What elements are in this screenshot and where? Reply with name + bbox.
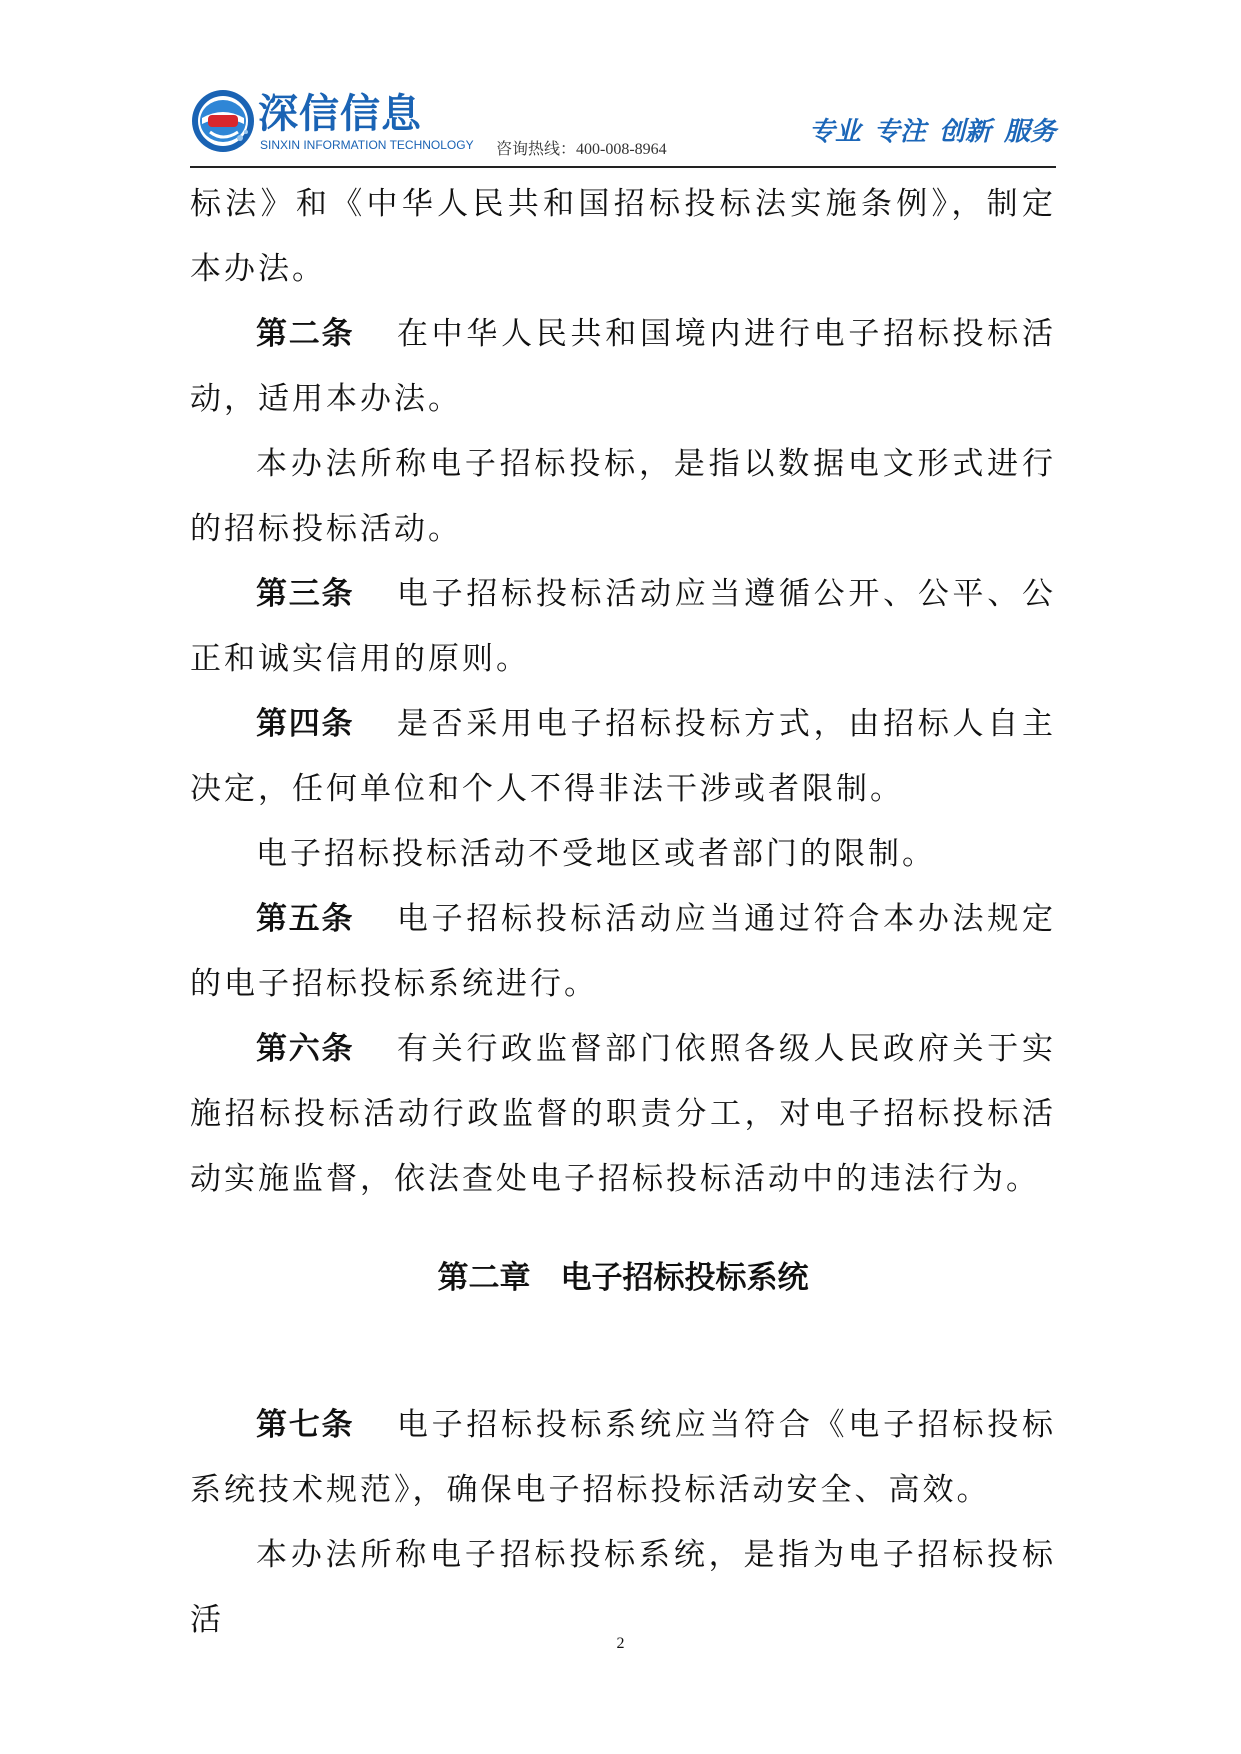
article-paragraph <box>190 887 1056 1017</box>
article-number: 第二条 <box>256 316 355 352</box>
document-body <box>190 172 1056 1212</box>
article-number: 第七条 <box>256 1407 355 1443</box>
paragraph-text: 电子招标投标活动不受地区或者部门的限制。 <box>256 836 936 872</box>
paragraph-text: 本办法所称电子招标投标，是指以数据电文形式进行的招标投标活动。 <box>190 446 1056 547</box>
brand-name: 深信信息 <box>258 91 422 137</box>
paragraph-text: 在中华人民共和国境内进行电子招标投标活动，适用本办法。 <box>190 316 1057 417</box>
article-number: 第六条 <box>256 1031 355 1067</box>
paragraph <box>190 432 1056 562</box>
paragraph <box>190 172 1056 302</box>
consult-hotline: 咨询热线：400-008-8964 <box>496 141 667 158</box>
article-paragraph <box>190 692 1056 822</box>
chapter-title: 电子招标投标系统 <box>560 1260 809 1296</box>
paragraph-text: 标法》和《中华人民共和国招标投标法实施条例》，制定本办法。 <box>190 186 1056 287</box>
document-body-continued <box>190 1393 1056 1653</box>
paragraph-text: 电子招标投标系统应当符合《电子招标投标系统技术规范》，确保电子招标投标活动安全、高效。 <box>190 1407 1057 1508</box>
article-number: 第三条 <box>256 576 355 612</box>
company-slogan: 专业 专注 创新 服务 <box>808 117 1056 147</box>
article-paragraph <box>190 562 1056 692</box>
paragraph-text: 有关行政监督部门依照各级人民政府关于实施招标投标活动行政监督的职责分工，对电子招标投标活动实施监督，依法查处电子招标投标活动中的违法行为。 <box>190 1031 1057 1197</box>
article-paragraph <box>190 1393 1056 1523</box>
paragraph <box>190 822 1056 887</box>
paragraph-text: 是否采用电子招标投标方式，由招标人自主决定，任何单位和个人不得非法干涉或者限制。 <box>190 706 1057 807</box>
article-number: 第四条 <box>256 706 355 742</box>
page-number: 2 <box>616 1635 625 1652</box>
chapter-heading <box>190 1253 1056 1303</box>
brand-english-name: SINXIN INFORMATION TECHNOLOGY <box>260 138 474 152</box>
article-paragraph <box>190 1017 1056 1212</box>
paragraph-text: 电子招标投标活动应当遵循公开、公平、公正和诚实信用的原则。 <box>190 576 1057 677</box>
chapter-number: 第二章 <box>437 1260 531 1296</box>
paragraph <box>190 1523 1056 1653</box>
article-paragraph <box>190 302 1056 432</box>
header-divider <box>190 166 1056 168</box>
article-number: 第五条 <box>256 901 355 937</box>
globe-logo-icon <box>190 88 256 154</box>
paragraph-text: 电子招标投标活动应当通过符合本办法规定的电子招标投标系统进行。 <box>190 901 1057 1002</box>
page-header <box>190 88 1056 166</box>
paragraph-text: 本办法所称电子招标投标系统，是指为电子招标投标活 <box>190 1537 1056 1638</box>
